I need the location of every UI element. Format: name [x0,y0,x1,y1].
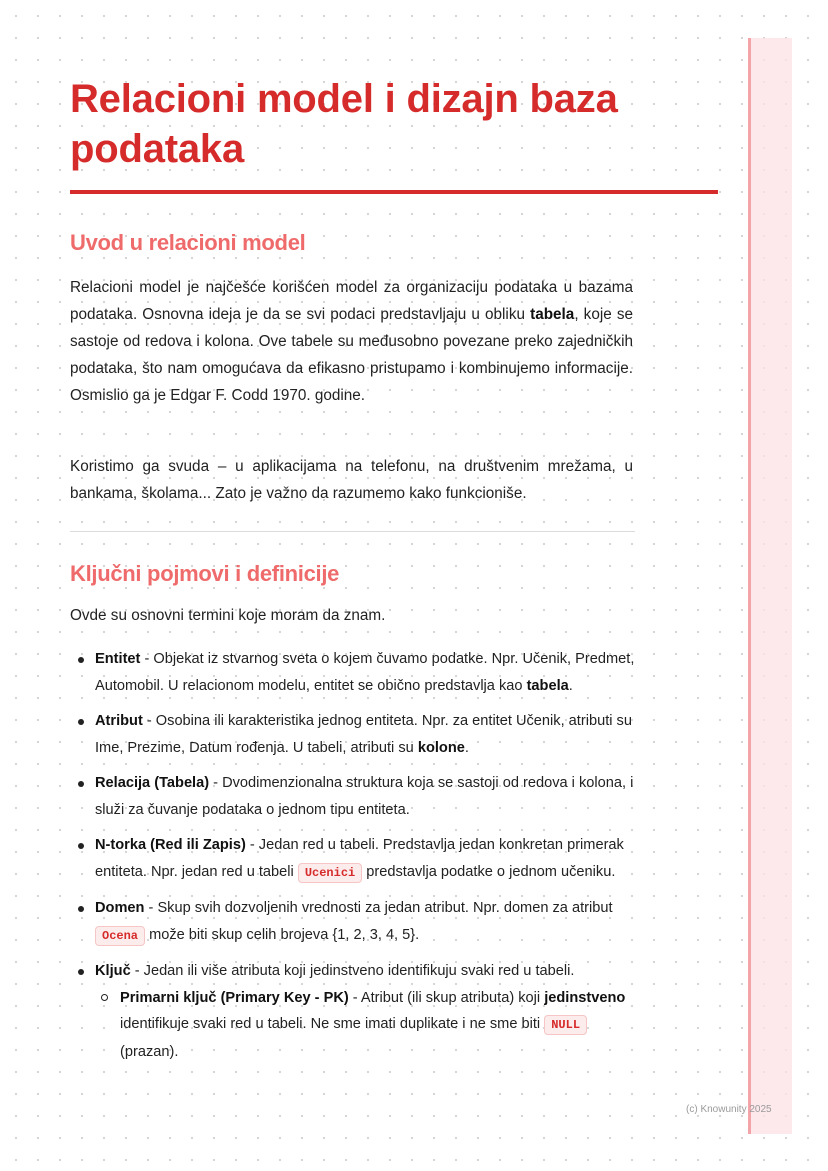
title-divider [70,190,718,194]
title-block [70,74,636,174]
sub-list-item-primarni-kljuc [95,985,640,1066]
term-text-end: . [464,739,469,756]
page-title: Relacioni model i dizajn baza podataka [70,77,618,171]
section-heading-intro: Uvod u relacioni model [70,230,306,255]
sub-term-text: - Atribut (ili skup atributa) koji [348,989,545,1006]
term-label: N-torka (Red ili Zapis) [95,837,246,853]
intro-p1-text-a: Relacioni model je najčešće korišćen model za organizaciju podataka u bazama podataka. Osnovna ideja je da se svi podaci predstavljaju u obliku [70,279,633,323]
sub-term-text-end: (prazan). [120,1043,179,1060]
terms-list [70,646,640,1074]
intro-paragraph-2: Koristimo ga svuda – u aplikacijama na telefonu, na društvenim mrežama, u bankama, školama... Zato je važno da razumemo kako funkcioniše. [70,458,633,502]
term-label: Ključ [95,963,131,979]
term-text: - Skup svih dozvoljenih vrednosti za jedan atribut. Npr. domen za atribut [144,900,613,916]
term-label: Domen [95,900,145,916]
term-text: - Jedan red u tabeli. Predstavlja jedan konkretan primerak entiteta. Npr. jedan red u tabeli [95,837,624,880]
section-heading-terms: Ključni pojmovi i definicije [70,561,340,586]
term-label: Atribut [95,713,143,729]
code-ocena: Ocena [95,926,145,946]
intro-paragraph-1 [70,274,633,409]
code-null: NULL [544,1015,587,1035]
term-text-end: . [568,677,573,694]
sub-term-bold: jedinstveno [544,989,626,1006]
list-item-entitet [70,646,640,699]
section-divider [70,531,635,532]
term-text-end: može biti skup celih brojeva {1, 2, 3, 4, 5}. [145,926,420,943]
term-text-end: predstavlja podatke o jednom učeniku. [362,863,616,880]
list-item-domen [70,895,640,949]
list-item-atribut [70,708,640,761]
list-item-relacija [70,770,640,823]
copyright-footer: (c) Knowunity 2025 [686,1104,772,1115]
term-text: - Osobina ili karakteristika jednog entiteta. Npr. za entitet Učenik, atributi su Ime, Prezime, Datum rođenja. U tabeli, atributi su [95,713,632,756]
term-bold: kolone [417,739,465,756]
list-item-kljuc [70,958,640,1065]
terms-intro: Ovde su osnovni termini koje moram da znam. [70,607,386,624]
sub-term-text-2: identifikuje svaki red u tabeli. Ne sme imati duplikate i ne sme biti [120,1016,545,1032]
code-ucenici: Ucenici [298,863,362,883]
intro-p1-bold: tabela [530,306,575,323]
intro-p1-text-b: , koje se sastoje od redova i kolona. Ove tabele su međusobno povezane preko zajedničkih podataka, što nam omogućava da efikasno pristupamo i kombinujemo informacije. Osmislio ga je Edgar F. Codd 1970. godine. [70,306,633,404]
term-text: - Jedan ili više atributa koji jedinstveno identifikuju svaki red u tabeli. [130,963,575,979]
term-text: - Objekat iz stvarnog sveta o kojem čuvamo podatke. Npr. Učenik, Predmet, Automobil. U relacionom modelu, entitet se obično predstavlja kao [95,651,635,694]
term-label: Entitet [95,651,141,667]
term-label: Relacija (Tabela) [95,775,210,791]
term-bold: tabela [526,677,569,694]
sub-list [95,985,640,1066]
sub-term-label: Primarni ključ (Primary Key - PK) [120,989,349,1006]
term-text: - Dvodimenzionalna struktura koja se sastoji od redova i kolona, i služi za čuvanje podataka o jednom tipu entiteta. [95,775,634,818]
margin-band [748,38,792,1134]
margin-line [748,38,751,1134]
list-item-n-torka [70,832,640,886]
